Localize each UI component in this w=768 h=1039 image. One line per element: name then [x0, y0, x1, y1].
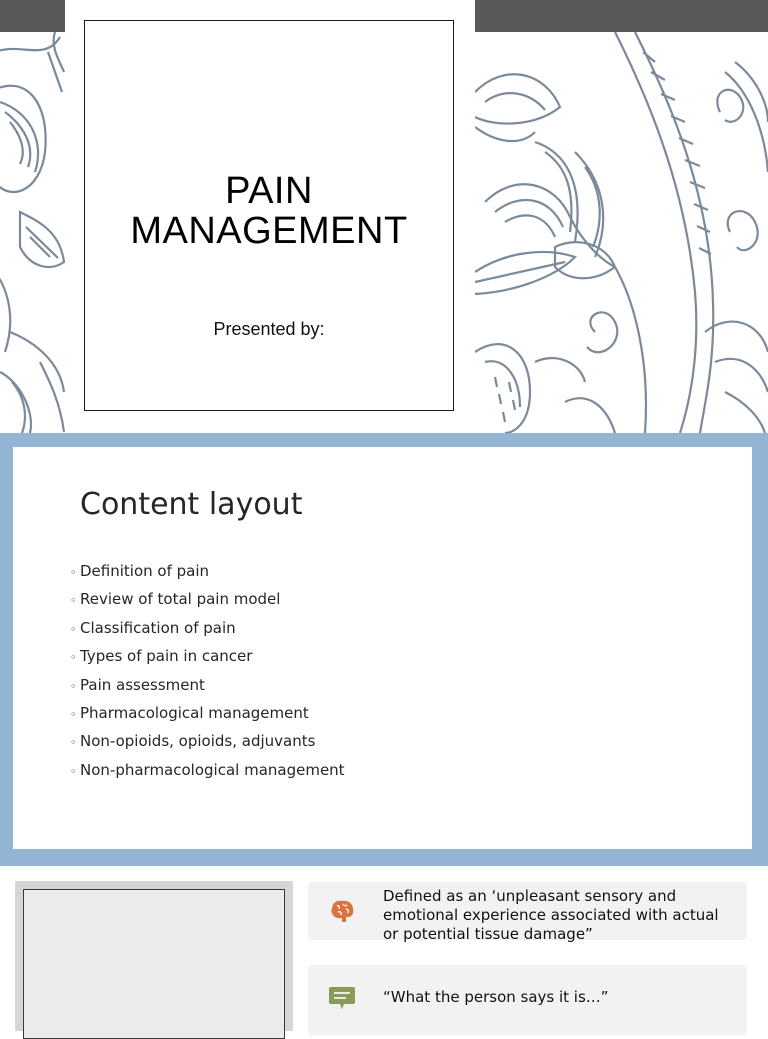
bullet-icon: ◦ [70, 679, 77, 693]
quote-card [308, 965, 747, 1035]
list-item-label: Pharmacological management [80, 703, 309, 722]
list-item [70, 727, 345, 755]
bullet-icon: ◦ [70, 736, 77, 750]
content-panel [13, 447, 752, 849]
title-line-1: PAIN [225, 170, 313, 212]
list-item [70, 699, 345, 727]
presenter-label: Presented by: [213, 319, 325, 339]
list-item-label: Definition of pain [80, 562, 210, 580]
bullet-icon: ◦ [70, 622, 77, 636]
list-item [70, 642, 345, 670]
list-item [70, 557, 345, 585]
bullet-icon: ◦ [70, 707, 77, 721]
list-item-label: Non-opioids, opioids, adjuvants [80, 732, 316, 751]
title-line-2: MANAGEMENT [130, 210, 408, 252]
brain-icon [326, 895, 358, 927]
title-frame [84, 20, 454, 411]
image-placeholder [15, 881, 293, 1031]
header-bar-right [475, 0, 768, 32]
presentation-title [85, 171, 453, 251]
list-item-label: Review of total pain model [80, 590, 281, 609]
image-placeholder-frame [23, 889, 285, 1039]
list-item-label: Non-pharmacological management [80, 760, 345, 779]
quote-text: “What the person says it is…” [383, 988, 609, 1006]
definition-card [308, 882, 747, 943]
slide-title: Content layout [80, 487, 303, 522]
floral-pattern-left [0, 32, 65, 433]
title-slide [0, 0, 768, 433]
list-item [70, 756, 345, 784]
definition-text: Defined as an ‘unpleasant sensory and emotional experience associated with actual or potential tissue damage” [383, 887, 719, 943]
content-layout-slide [0, 433, 768, 866]
floral-pattern-right [475, 32, 768, 433]
speech-bubble-icon [326, 981, 358, 1013]
list-item-label: Pain assessment [80, 675, 205, 694]
bullet-icon: ◦ [70, 594, 77, 608]
list-item [70, 671, 345, 699]
list-item-label: Types of pain in cancer [80, 647, 253, 666]
definition-slide [0, 866, 768, 1024]
agenda-list [70, 557, 345, 784]
bullet-icon: ◦ [70, 764, 77, 778]
bullet-icon: ◦ [70, 566, 77, 579]
list-item [70, 614, 345, 642]
header-bar-left [0, 0, 65, 32]
list-item-label: Classification of pain [80, 618, 236, 637]
list-item [70, 585, 345, 613]
bullet-icon: ◦ [70, 651, 77, 665]
